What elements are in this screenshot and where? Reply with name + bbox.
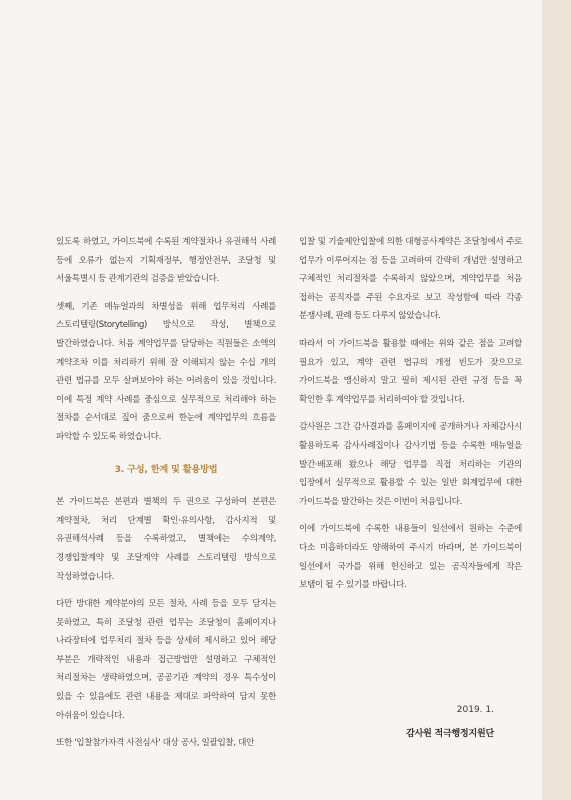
- right-paragraph-1: 입찰 및 기술제안입찰에 의한 대형공사계약은 조달청에서 주로 업무가 이루어지는 점 등을 고려하여 간략히 개념만 설명하고 구체적인 처리절차를 수록하지 않았으며, 계약업무를 처음 접하는 공직자를 주된 수요자로 보고 작성함에 따라 각종 분쟁사례, 판례 등도 다루지 않았습니다.: [299, 237, 522, 322]
- right-paragraph-4: 이에 가이드북에 수록한 내용들이 일선에서 원하는 수준에 다소 미흡하더라도 양해하여 주시기 바라며, 본 가이드북이 일선에서 국가를 위해 헌신하고 있는 공직자들에게 작은 보탬이 될 수 있기를 바랍니다.: [299, 524, 522, 591]
- left-paragraph-4: 다만 방대한 계약분야의 모든 절차, 사례 등을 모두 담지는 못하였고, 특히 조달청 관련 업무는 조달청이 홈페이지나 나라장터에 업무처리 절차 등을 상세히 제시하고 있어 해당 부분은 개략적인 내용과 접근방법만 설명하고 구체적인 처리절차는 생략하였으며, 공공기관 계약의 경우 특수성이 있을 수 있음에도 관련 내용을 제대로 파악하여 담지 못한 아쉬움이 있습니다.: [56, 599, 276, 721]
- right-paragraph-2: 따라서 이 가이드북을 활용할 때에는 위와 같은 점을 고려할 필요가 있고, 계약 관련 법규의 개정 빈도가 잦으므로 가이드북을 맹신하지 말고 필히 제시된 관련 규정 등을 꼭 확인한 후 계약업무를 처리하여야 할 것입니다.: [299, 338, 522, 405]
- right-paragraph-3: 감사원은 그간 감사결과를 홈페이지에 공개하거나 자체감사시 활용하도록 감사사례집이나 감사기법 등을 수록한 매뉴얼을 발간·배포해 왔으나 해당 업무를 직접 처리하는 기관의 입장에서 실무적으로 활용할 수 있는 일반 회계업무에 대한 가이드북을 발간하는 것은 이번이 처음입니다.: [299, 422, 522, 507]
- left-column: [56, 233, 276, 762]
- left-paragraph-3: 본 가이드북은 본편과 별책의 두 권으로 구성하여 본편은 계약절차, 처리 단계별 확인·유의사항, 감사지적 및 유권해석사례 등을 수록하였고, 별책에는 수의계약, 경쟁입찰계약 및 조달계약 사례를 스토리텔링 방식으로 작성하였습니다.: [56, 497, 276, 582]
- left-paragraph-1: 있도록 하였고, 가이드북에 수록된 계약절차나 유권해석 사례 등에 오류가 없는지 기획재정부, 행정안전부, 조달청 및 서울특별시 등 관계기관의 검증을 받았습니다.: [56, 237, 276, 285]
- page-edge: [542, 0, 571, 800]
- left-paragraph-2: 셋째, 기존 매뉴얼과의 차별성을 위해 업무처리 사례를 스토리텔링(Storytelling) 방식으로 작성, 별책으로 발간하였습니다. 처음 계약업무를 담당하는 직원들은 소액의 계약조차 이를 처리하기 위해 잘 이해되지 않는 수십 개의 관련 법규를 모두 살펴보아야 하는 어려움이 있을 것입니다. 이에 특정 계약 사례를 중심으로 실무적으로 처리해야 하는 절차를 순서대로 짚어 줌으로써 한눈에 계약업무의 흐름을 파악할 수 있도록 하였습니다.: [56, 301, 276, 442]
- section-heading: 3. 구성, 한계 및 활용방법: [114, 463, 218, 475]
- left-paragraph-5: 또한 '입찰참가자격 사전심사' 대상 공사, 일괄입찰, 대안: [56, 738, 255, 749]
- right-column: [299, 233, 522, 604]
- footer-date: 2019. 1.: [456, 705, 494, 715]
- footer-signature: 감사원 적극행정지원단: [406, 729, 494, 739]
